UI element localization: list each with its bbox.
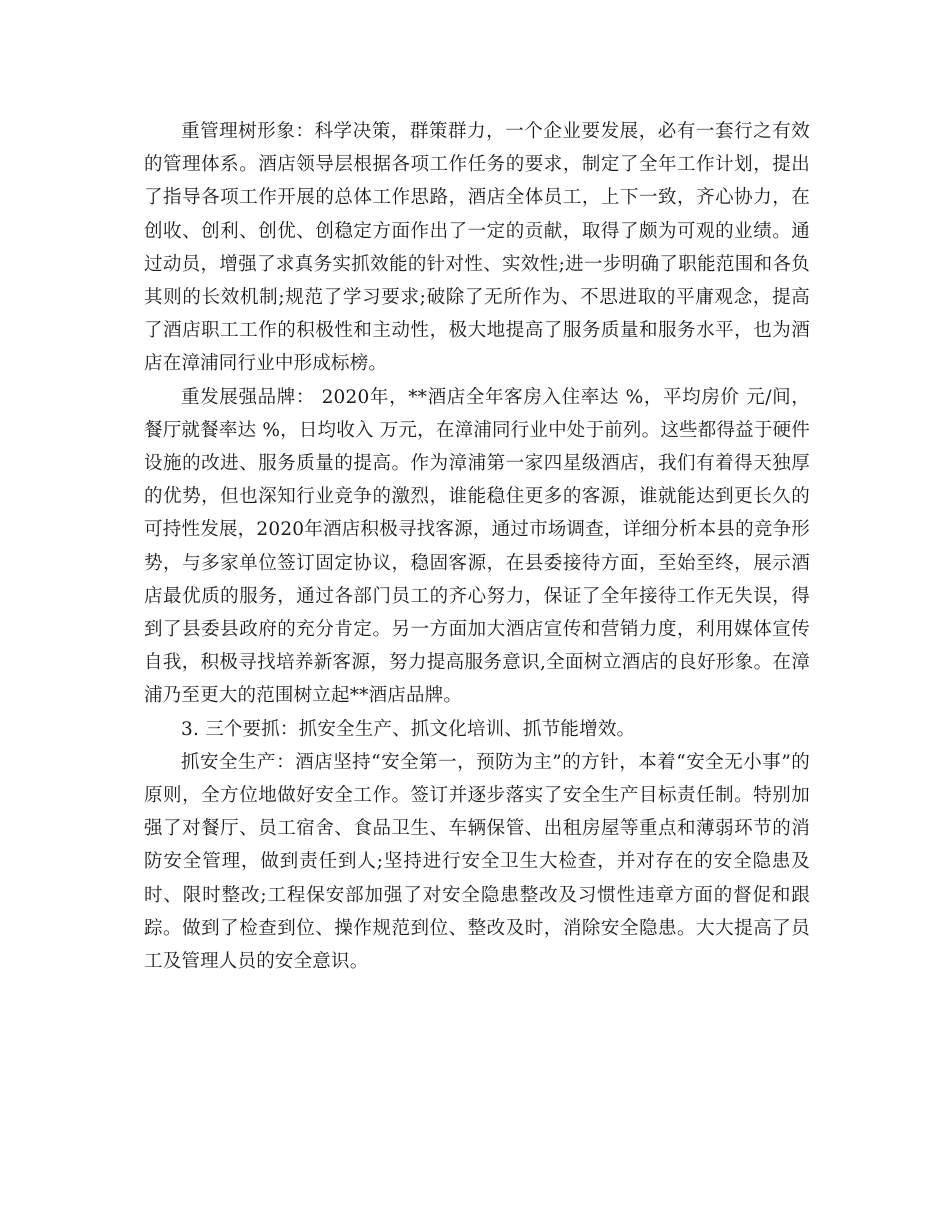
paragraph-three-priorities-heading: 3. 三个要抓：抓安全生产、抓文化培训、抓节能增效。 (181, 718, 636, 740)
document-body (144, 115, 810, 978)
paragraph-brand-development: 重发展强品牌： 2020年，**酒店全年客房入住率达 %，平均房价 元/间，餐厅就餐率达 %，日均收入 万元，在漳浦同行业中处于前列。这些都得益于硬件设施的改进、服务质量的提高。作为漳浦第一家四星级酒店，我们有着得天独厚的优势，但也深知行业竞争的激烈，谁能稳住更多的客源，谁就能达到更长久的可持性发展，2020年酒店积极寻找客源，通过市场调查，详细分析本县的竞争形势，与多家单位签订固定协议，稳固客源，在县委接待方面，至始至终，展示酒店最优质的服务，通过各部门员工的齐心努力，保证了全年接待工作无失误，得到了县委县政府的充分肯定。另一方面加大酒店宣传和营销力度，利用媒体宣传自我，积极寻找培养新客源，努力提高服务意识,全面树立酒店的良好形象。在漳浦乃至更大的范围树立起**酒店品牌。 (144, 386, 810, 707)
paragraph-management-image: 重管理树形象：科学决策，群策群力，一个企业要发展，必有一套行之有效的管理体系。酒店领导层根据各项工作任务的要求，制定了全年工作计划，提出了指导各项工作开展的总体工作思路，酒店全体员工，上下一致，齐心协力，在创收、创利、创优、创稳定方面作出了一定的贡献，取得了颇为可观的业绩。通过动员，增强了求真务实抓效能的针对性、实效性;进一步明确了职能范围和各负其则的长效机制;规范了学习要求;破除了无所作为、不思进取的平庸观念，提高了酒店职工工作的积极性和主动性，极大地提高了服务质量和服务水平，也为酒店在漳浦同行业中形成标榜。 (144, 121, 810, 375)
paragraph-safety-production: 抓安全生产：酒店坚持“安全第一，预防为主”的方针，本着“安全无小事”的原则，全方位地做好安全工作。签订并逐步落实了安全生产目标责任制。特别加强了对餐厅、员工宿舍、食品卫生、车辆保管、出租房屋等重点和薄弱环节的消防安全管理，做到责任到人;坚持进行安全卫生大检查，并对存在的安全隐患及时、限时整改;工程保安部加强了对安全隐患整改及习惯性违章方面的督促和跟踪。做到了检查到位、操作规范到位、整改及时，消除安全隐患。大大提高了员工及管理人员的安全意识。 (144, 751, 810, 973)
